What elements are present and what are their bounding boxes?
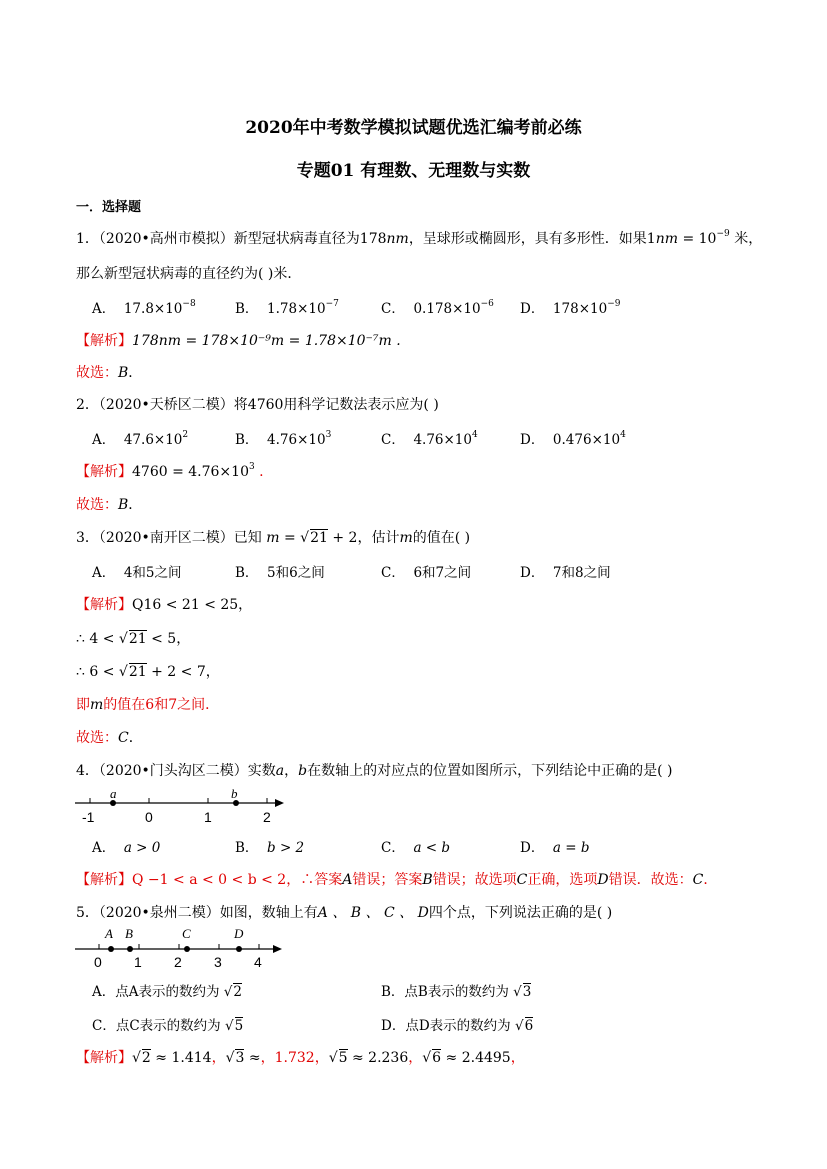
tick-label: -1 [82, 809, 95, 825]
q3-option-c[interactable]: C． 6和7之间 [381, 565, 472, 581]
q3-analysis-line1: 【解析】Q16 < 21 < 25， [76, 597, 253, 613]
q3-option-a[interactable]: A． 4和5之间 [92, 565, 182, 581]
q4-stem: 4．（2020•门头沟区二模）实数a，b在数轴上的对应点的位置如图所示，下列结论中正确的是( ) [76, 763, 673, 779]
q1-option-c[interactable]: C． $0.178\times 10^{-6}$ [381, 299, 494, 317]
q5-option-b[interactable]: B．点B表示的数约为 √3 [381, 984, 532, 1000]
doc-subtitle: 专题01 有理数、无理数与实数 [296, 161, 531, 181]
q2-option-c[interactable]: C． $4.76\times 10^4$ [381, 430, 478, 448]
tick-label: 2 [174, 954, 182, 970]
point-b [127, 946, 133, 952]
q5-option-c[interactable]: C．点C表示的数约为 √5 [92, 1018, 244, 1034]
q1-option-b[interactable]: B． $1.78\times 10^{-7}$ [235, 299, 339, 317]
label-c: C [182, 926, 191, 941]
q1-stem-line2: 那么新型冠状病毒的直径约为( )米． [76, 266, 302, 282]
q3-analysis-line2: ∴ 4 < √21 < 5， [76, 631, 191, 647]
q2-stem: 2．（2020•天桥区二模）将4760用科学记数法表示应为( ) [76, 397, 439, 413]
tick-label: 0 [145, 809, 153, 825]
q1-stem-line1: 1．（2020•高州市模拟）新型冠状病毒直径为178nm，呈球形或椭圆形，具有多形性．如果$1nm = 10^{-9}$ 米， [76, 229, 763, 247]
q3-option-b[interactable]: B． 5和6之间 [235, 565, 325, 581]
q4-option-d[interactable]: D． a = b [520, 840, 590, 856]
q2-answer: 故选：B． [76, 497, 143, 513]
q5-number-line [70, 922, 290, 970]
tick-label: 0 [94, 954, 102, 970]
point-c [184, 946, 190, 952]
q5-option-a[interactable]: A．点A表示的数约为 √2 [92, 984, 242, 1000]
tick-label: 1 [134, 954, 142, 970]
q1-option-a[interactable]: A． $17.8\times 10^{-8}$ [92, 299, 196, 317]
q2-option-a[interactable]: A． $47.6\times 10^2$ [92, 430, 189, 448]
label-a: A [105, 926, 113, 941]
axis-arrow-icon [273, 945, 282, 953]
doc-title: 2020年中考数学模拟试题优选汇编考前必练 [245, 118, 582, 138]
tick-label: 1 [204, 809, 212, 825]
tick-label: 4 [254, 954, 262, 970]
label-b: B [125, 926, 133, 941]
q3-analysis-line3: ∴ 6 < √21 + 2 < 7， [76, 664, 220, 680]
tick-label: 3 [214, 954, 222, 970]
q4-option-b[interactable]: B． b > 2 [235, 840, 305, 856]
q2-option-d[interactable]: D． $0.476\times 10^4$ [520, 430, 626, 448]
axis-arrow-icon [275, 799, 284, 807]
q3-stem: 3．（2020•南开区二模）已知 m = √21 + 2，估计m的值在( ) [76, 530, 471, 546]
q5-option-d[interactable]: D．点D表示的数约为 √6 [381, 1018, 534, 1034]
label-b: b [231, 786, 238, 801]
q2-option-b[interactable]: B． $4.76\times 10^3$ [235, 430, 332, 448]
q4-option-a[interactable]: A． a > 0 [92, 840, 161, 856]
q5-stem: 5．（2020•泉州二模）如图，数轴上有A 、 B 、 C 、 D四个点，下列说法正确的是( ) [76, 905, 613, 921]
tick-label: 2 [263, 809, 271, 825]
section-heading: 一．选择题 [76, 200, 142, 215]
q2-analysis: 【解析】$4760 = 4.76\times 10^3$ . [76, 462, 264, 480]
q4-number-line [70, 782, 290, 826]
q3-answer: 故选：C． [76, 730, 143, 746]
q1-answer: 故选：B． [76, 365, 143, 381]
q4-analysis: 【解析】Q −1 < a < 0 < b < 2，∴答案A错误；答案B错误；故选项C正确，选项D错误．故选：C． [76, 872, 718, 888]
q1-analysis: 【解析】178nm = 178×10⁻⁹m = 1.78×10⁻⁷m . [76, 333, 401, 349]
label-a: a [110, 786, 117, 801]
q3-option-d[interactable]: D． 7和8之间 [520, 565, 611, 581]
q5-analysis: 【解析】√2 ≈ 1.414，√3 ≈，1.732，√5 ≈ 2.236，√6 ≈ 2.4495， [76, 1050, 525, 1066]
q3-analysis-line4: 即m的值在6和7之间． [76, 697, 220, 713]
q4-option-c[interactable]: C． a < b [381, 840, 451, 856]
label-d: D [234, 926, 244, 941]
q1-option-d[interactable]: D． $178\times 10^{-9}$ [520, 299, 621, 317]
point-a [108, 946, 114, 952]
point-d [236, 946, 242, 952]
